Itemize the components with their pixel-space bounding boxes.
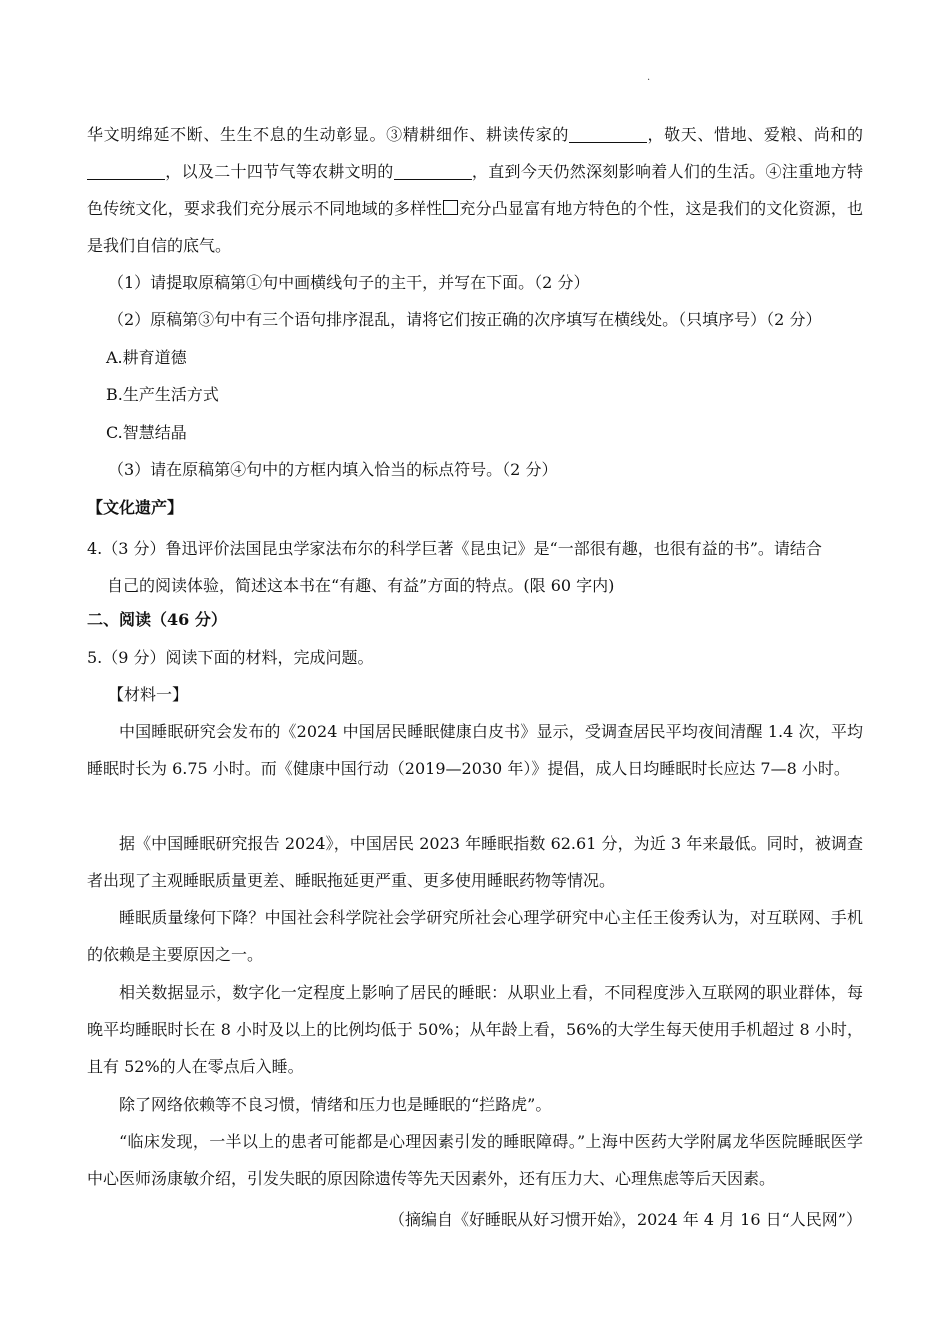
question-5-stem: 5.（9 分）阅读下面的材料，完成问题。	[87, 648, 374, 667]
question-4	[87, 530, 863, 604]
question-3: （3）请在原稿第④句中的方框内填入恰当的标点符号。（2 分）	[108, 460, 558, 479]
material-label: 【材料一】	[108, 685, 189, 704]
passage-continuation: 华文明绵延不断、生生不息的生动彰显。③精耕细作、耕读传家的 ，敬天、惜地、爱粮、尚和的，以及二十四节气等农耕文明的 ，直到今天仍然深刻影响着人们的生活。④注重地方特色传统文化，要求我们充分展示不同地域的多样性 充分凸显富有地方特色的个性，这是我们的文化资源，也是我们自信的底气。	[87, 125, 863, 255]
answer-blank-2[interactable]	[87, 161, 165, 180]
material-paragraph-6: “临床发现，一半以上的患者可能都是心理因素引发的睡眠障碍。”上海中医药大学附属龙华医院睡眠医学中心医师汤康敏介绍，引发失眠的原因除遗传等先天因素外，还有压力大、心理焦虑等后天因素。	[87, 1132, 863, 1188]
material-paragraph-4: 相关数据显示，数字化一定程度上影响了居民的睡眠：从职业上看，不同程度涉入互联网的职业群体，每晚平均睡眠时长在 8 小时及以上的比例均低于 50%；从年龄上看，56%的大学生每天使用手机超过 8 小时，且有 52%的人在零点后入睡。	[87, 983, 863, 1076]
question-4-line-2: 自己的阅读体验，简述这本书在“有趣、有益”方面的特点。(限 60 字内)	[107, 576, 615, 595]
material-paragraph-5: 除了网络依赖等不良习惯，情绪和压力也是睡眠的“拦路虎”。	[119, 1095, 552, 1114]
material-paragraph-2: 据《中国睡眠研究报告 2024》，中国居民 2023 年睡眠指数 62.61 分，为近 3 年来最低。同时，被调查者出现了主观睡眠质量更差、睡眠拖延更严重、更多使用睡眠药物等情况。	[87, 834, 863, 890]
answer-blank-1[interactable]	[569, 124, 647, 143]
punctuation-box[interactable]	[443, 200, 458, 215]
material-paragraph-3: 睡眠质量缘何下降？中国社会科学院社会学研究所社会心理学研究中心主任王俊秀认为，对互联网、手机的依赖是主要原因之一。	[87, 908, 863, 964]
question-4-line-1: 4.（3 分）鲁迅评价法国昆虫学家法布尔的科学巨著《昆虫记》是“一部很有趣，也很有益的书”。请结合	[87, 539, 822, 558]
section-heading-heritage: 【文化遗产】	[87, 498, 184, 517]
material-paragraph-1: 中国睡眠研究会发布的《2024 中国居民睡眠健康白皮书》显示，受调查居民平均夜间清醒 1.4 次，平均睡眠时长为 6.75 小时。而《健康中国行动（2019—2030 年）》提倡，成人日均睡眠时长应达 7—8 小时。	[87, 722, 863, 778]
option-c: C.智慧结晶	[106, 423, 187, 442]
part-2-heading: 二、阅读（46 分）	[87, 610, 227, 629]
answer-blank-3[interactable]	[394, 161, 472, 180]
question-1: （1）请提取原稿第①句中画横线句子的主干，并写在下面。（2 分）	[108, 273, 590, 292]
question-2: （2）原稿第③句中有三个语句排序混乱，请将它们按正确的次序填写在横线处。（只填序号）（2 分）	[108, 310, 822, 329]
header-mark: .	[647, 72, 651, 83]
option-b: B.生产生活方式	[106, 385, 219, 404]
option-a: A.耕育道德	[106, 348, 187, 367]
source-citation: （摘编自《好睡眠从好习惯开始》，2024 年 4 月 16 日“人民网”）	[388, 1210, 862, 1229]
